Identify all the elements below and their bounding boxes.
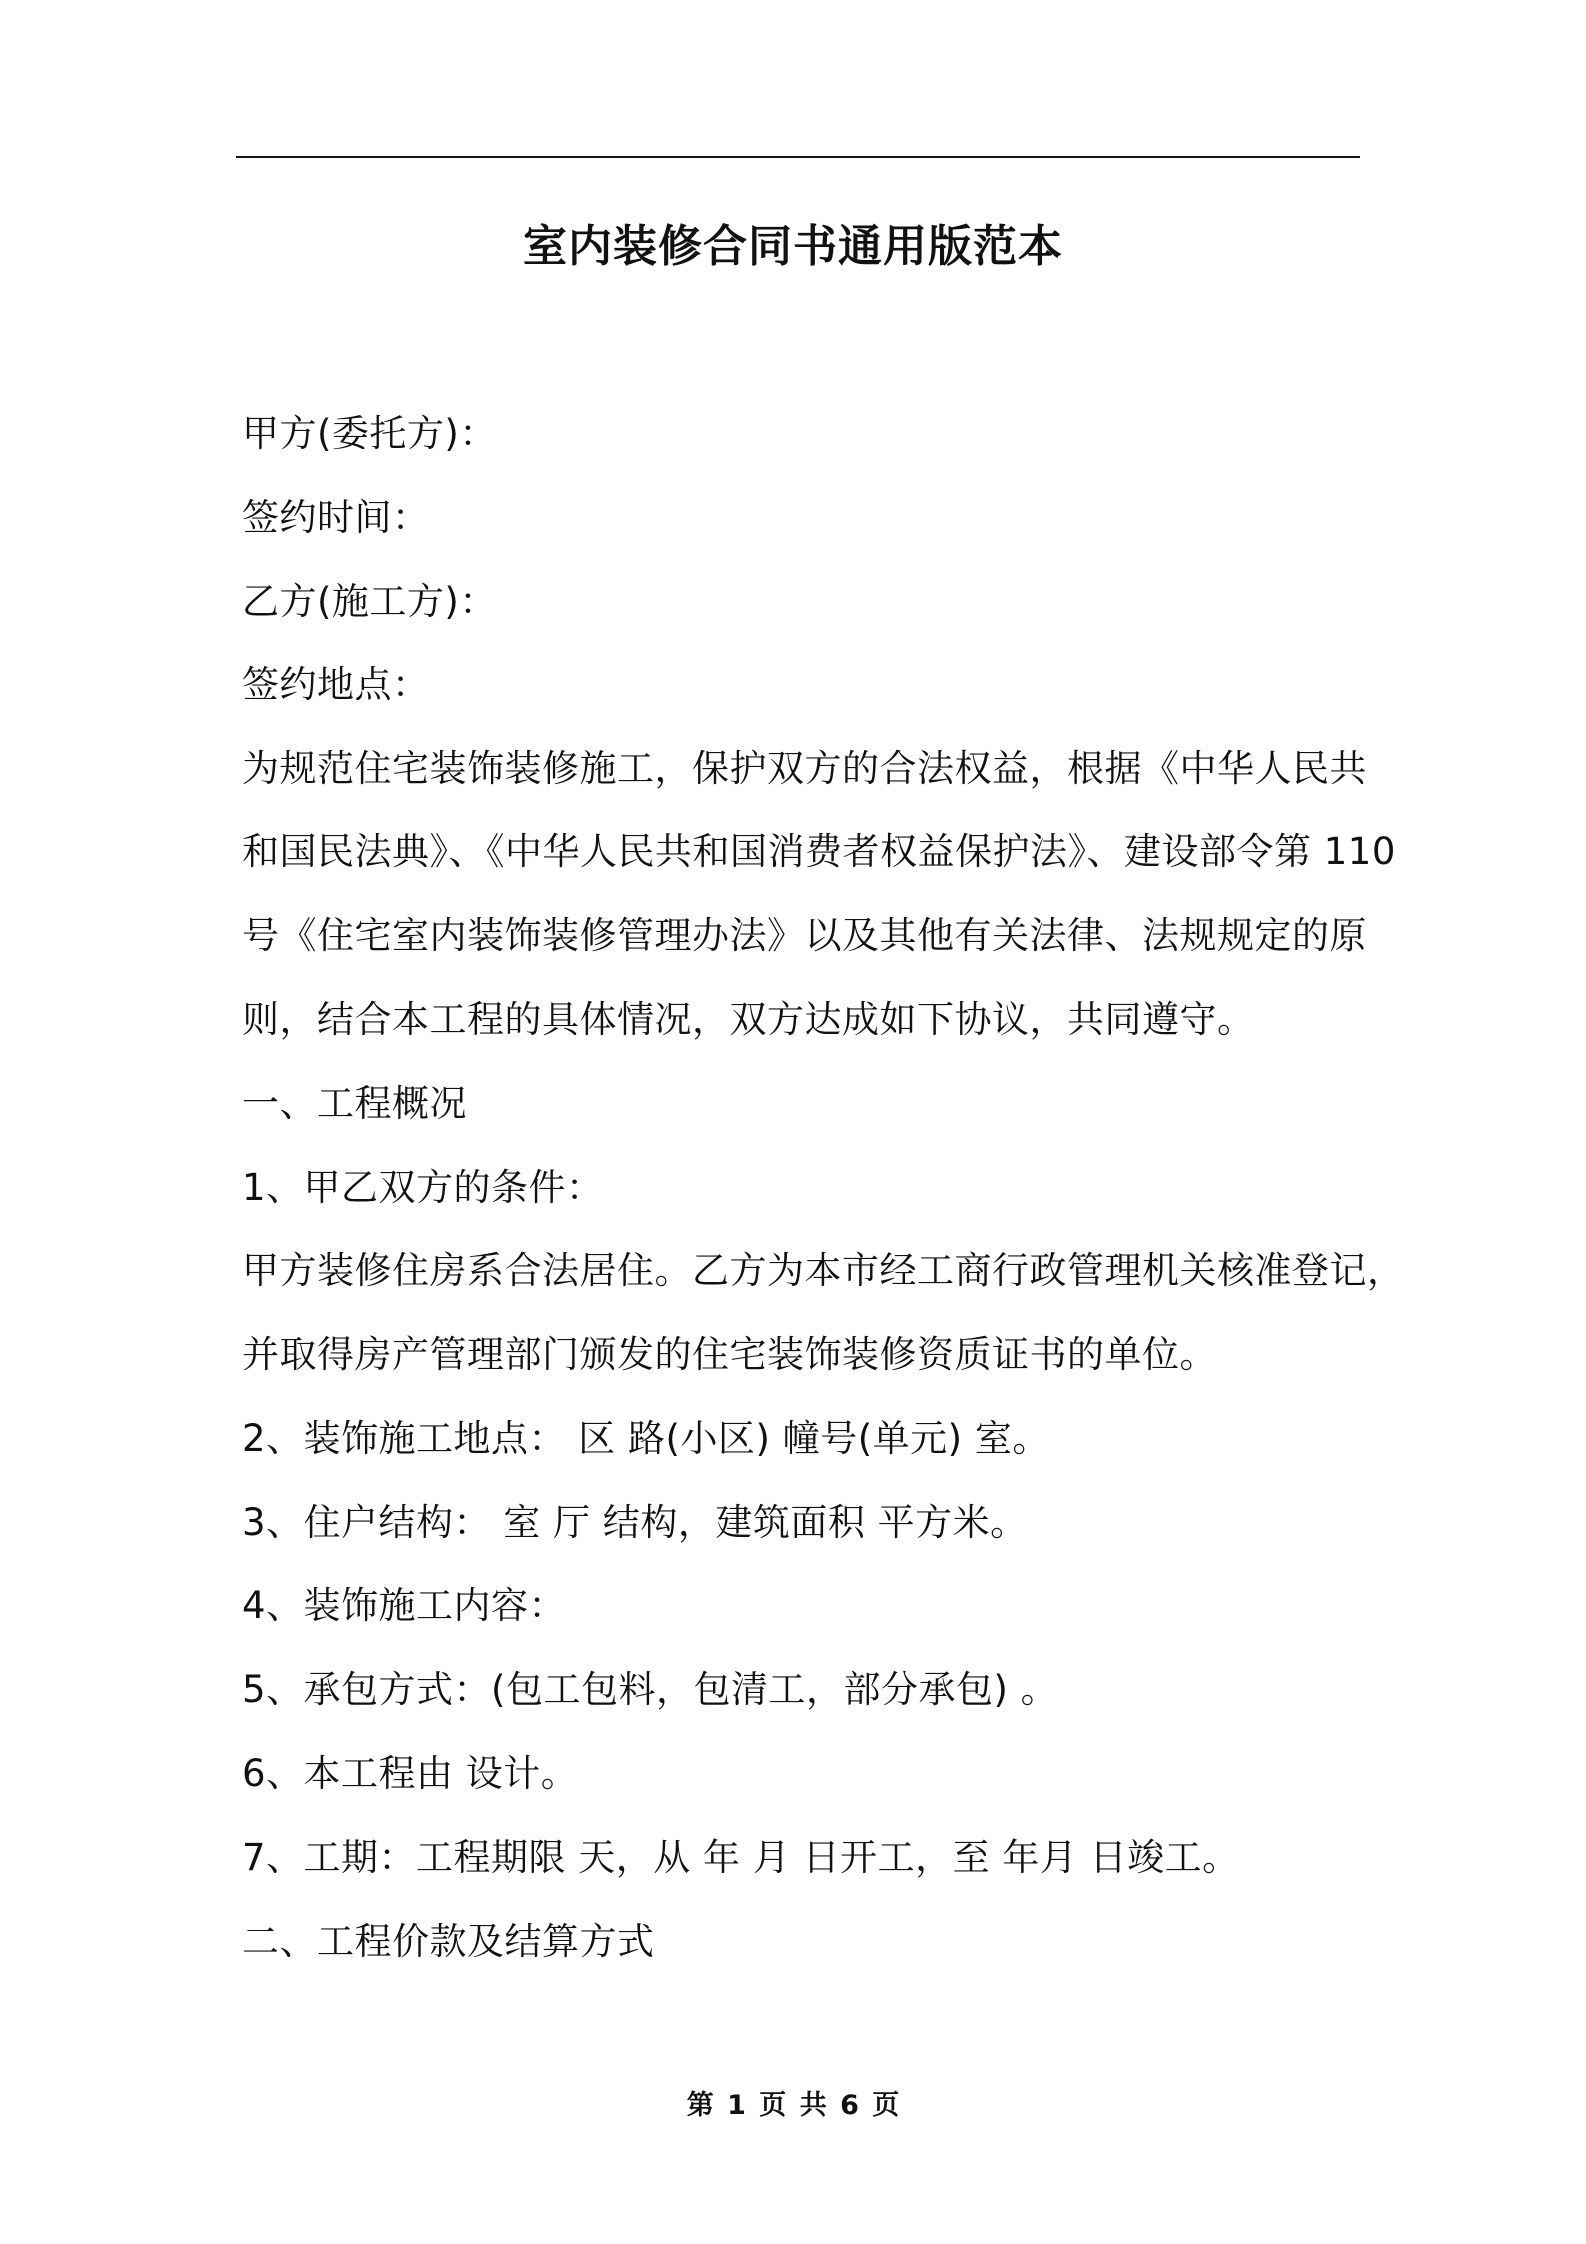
clause-2: 2、装饰施工地点： 区 路(小区) 幢号(单元) 室。	[242, 1417, 1050, 1460]
party-a-line: 甲方(委托方)：	[242, 412, 497, 455]
signing-time-line: 签约时间：	[242, 496, 430, 539]
clause-1-heading: 1、甲乙双方的条件：	[242, 1166, 604, 1209]
preamble-line-1: 为规范住宅装饰装修施工，保护双方的合法权益，根据《中华人民共	[242, 747, 1367, 790]
section-heading-1: 一、工程概况	[242, 1082, 467, 1125]
preamble-line-2: 和国民法典》、《中华人民共和国消费者权益保护法》、建设部令第 110	[242, 830, 1396, 873]
header-rule	[236, 156, 1360, 158]
clause-3: 3、住户结构： 室 厅 结构，建筑面积 平方米。	[242, 1501, 1028, 1544]
clause-1-text-1: 甲方装修住房系合法居住。乙方为本市经工商行政管理机关核准登记，	[242, 1249, 1405, 1292]
section-heading-2: 二、工程价款及结算方式	[242, 1920, 655, 1963]
clause-7: 7、工期：工程期限 天，从 年 月 日开工，至 年月 日竣工。	[242, 1836, 1240, 1879]
party-b-line: 乙方(施工方)：	[242, 580, 497, 623]
clause-4: 4、装饰施工内容：	[242, 1584, 567, 1627]
page-number: 第 1 页 共 6 页	[686, 2090, 900, 2121]
signing-place-line: 签约地点：	[242, 663, 430, 706]
document-title: 室内装修合同书通用版范本	[523, 221, 1063, 272]
clause-6: 6、本工程由 设计。	[242, 1752, 579, 1795]
clause-5: 5、承包方式：(包工包料，包清工，部分承包) 。	[242, 1668, 1059, 1711]
preamble-line-4: 则，结合本工程的具体情况，双方达成如下协议，共同遵守。	[242, 998, 1255, 1041]
preamble-line-3: 号《住宅室内装饰装修管理办法》以及其他有关法律、法规规定的原	[242, 914, 1367, 957]
clause-1-text-2: 并取得房产管理部门颁发的住宅装饰装修资质证书的单位。	[242, 1333, 1217, 1376]
